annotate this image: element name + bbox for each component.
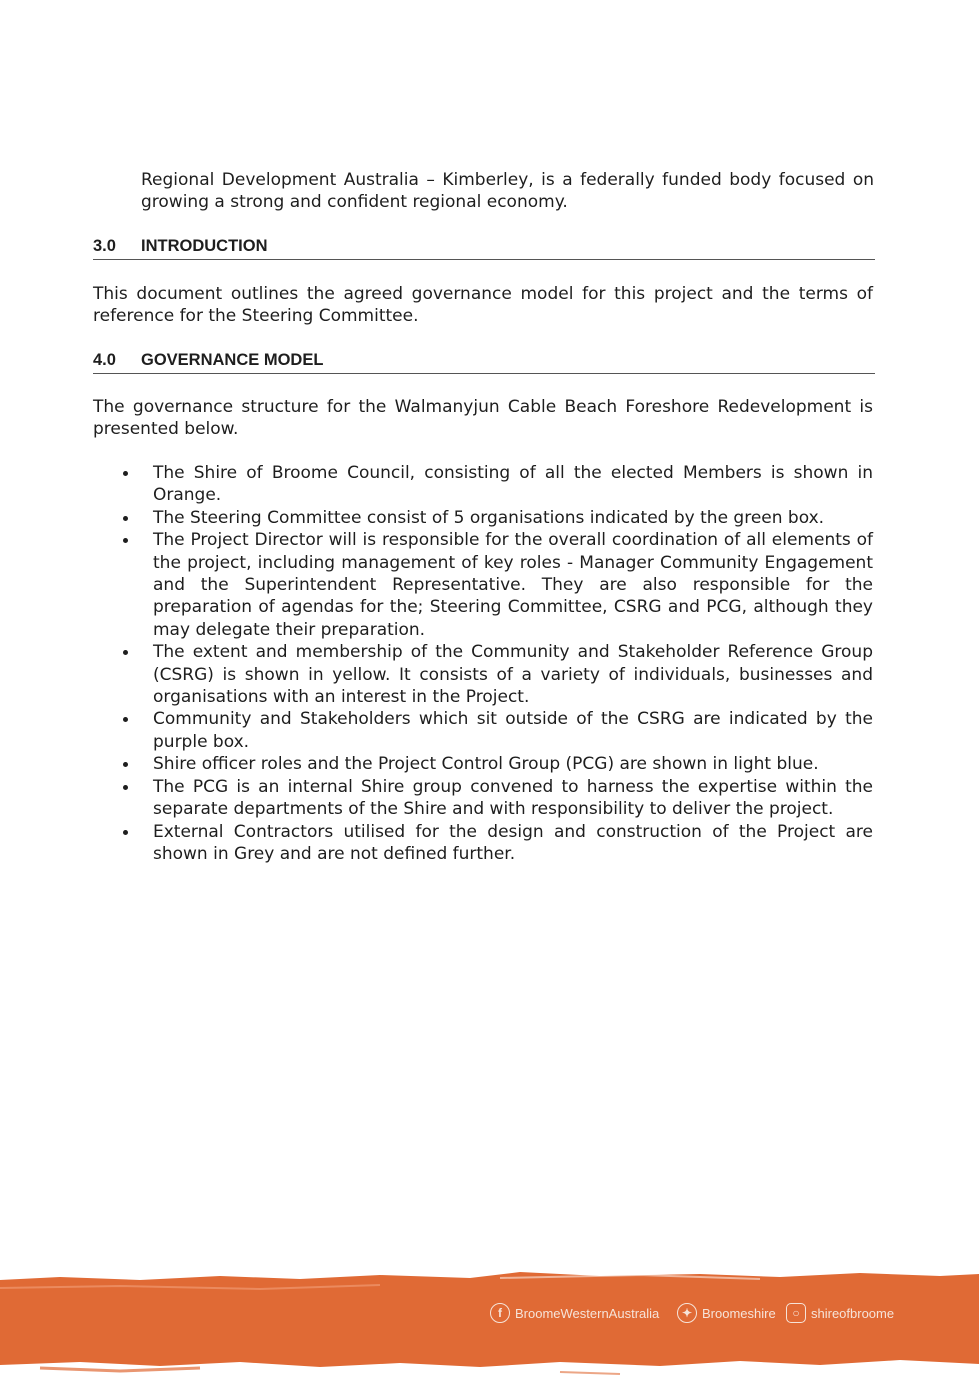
bullet-item: The Shire of Broome Council, consisting of all the elected Members is shown in Orange. — [153, 463, 873, 506]
bullet-item: The Steering Committee consist of 5 organisations indicated by the green box. — [153, 507, 873, 529]
section-4-title: GOVERNANCE MODEL — [141, 351, 324, 369]
bullet-item: Community and Stakeholders which sit outside of the CSRG are indicated by the purple box. — [153, 709, 873, 752]
twitter-link[interactable] — [677, 1300, 776, 1326]
facebook-handle: BroomeWesternAustralia — [515, 1305, 660, 1321]
bullet-item: The Project Director will is responsible for the overall coordination of all elements of the project, including management of key roles - Manager Community Engagement and the Superintendent Representative. They are also responsible for the preparation of agendas for the; Steering Committee, CSRG and PCG, although they may delegate their preparation. — [153, 530, 873, 640]
section-3-paragraph: This document outlines the agreed governance model for this project and the terms of reference for the Steering Committee. — [93, 284, 873, 327]
instagram-icon: ○ — [786, 1303, 806, 1323]
bullet-item: Shire officer roles and the Project Control Group (PCG) are shown in light blue. — [153, 753, 873, 775]
twitter-icon: ✦ — [677, 1303, 697, 1323]
footer-band — [0, 1268, 979, 1385]
section-4-number: 4.0 — [93, 351, 116, 369]
section-3-number: 3.0 — [93, 237, 116, 255]
section-4-heading — [93, 350, 875, 374]
intro-paragraph: Regional Development Australia – Kimberley, is a federally funded body focused on growing a strong and confident regional economy. — [141, 170, 874, 213]
section-3-title: INTRODUCTION — [141, 237, 268, 255]
bullet-item: The extent and membership of the Community and Stakeholder Reference Group (CSRG) is shown in yellow. It consists of a variety of individuals, businesses and organisations with an interest in the Project. — [153, 642, 873, 708]
bullet-item: External Contractors utilised for the design and construction of the Project are shown in Grey and are not defined further. — [153, 821, 873, 864]
governance-bullet-list — [153, 462, 873, 865]
instagram-handle: shireofbroome — [811, 1305, 895, 1321]
facebook-icon: f — [490, 1303, 510, 1323]
bullet-item: The PCG is an internal Shire group convened to harness the expertise within the separate departments of the Shire and with responsibility to deliver the project. — [153, 776, 873, 820]
twitter-handle: Broomeshire — [702, 1305, 776, 1321]
section-4-paragraph: The governance structure for the Walmanyjun Cable Beach Foreshore Redevelopment is presented below. — [93, 397, 873, 440]
facebook-link[interactable] — [490, 1300, 659, 1326]
section-3-heading — [93, 236, 875, 260]
brush-stroke-band — [0, 1268, 979, 1385]
instagram-link[interactable] — [786, 1300, 894, 1326]
